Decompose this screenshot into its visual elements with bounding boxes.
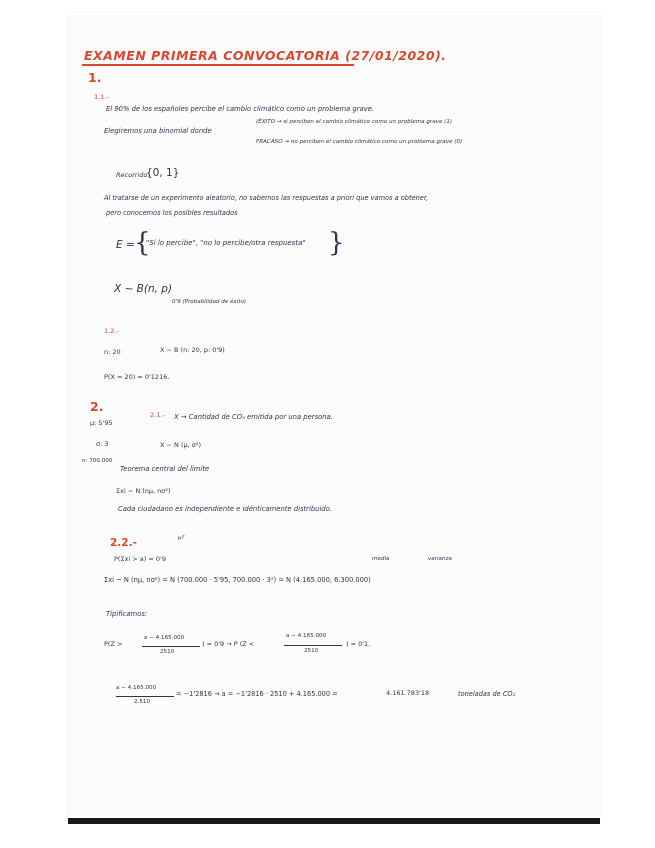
independence-statement: Cada ciudadano es independiente e idénticamente distribuido. (118, 505, 332, 513)
section-1-number: 1. (88, 70, 102, 85)
pz-left: P(Z > (104, 640, 123, 648)
scanner-edge (68, 818, 600, 824)
n-value: n: 700.000 (82, 458, 113, 464)
title-underline (82, 64, 354, 66)
pz-numerator: a − 4.165.000 (144, 635, 185, 641)
final-computation: = −1'2816 → a = −1'2816 · 2510 + 4.165.000 = (176, 690, 338, 698)
binomial-params: X ~ B (n: 20, p: 0'9) (160, 346, 225, 354)
text-line: Elegiremos una binomial donde (104, 127, 212, 135)
probability-equation: P(Σxi > a) = 0'9 (114, 555, 166, 563)
text-line: Al tratarse de un experimento aleatorio, no sabemos las respuestas a priori que vamos a obtener, (104, 194, 429, 202)
fraction-bar (116, 696, 174, 697)
fraction-bar (284, 645, 342, 646)
binomial-distribution: X ~ B(n, p) (114, 283, 173, 295)
subsection-2-2: 2.2.- (110, 537, 137, 549)
right-brace: } (328, 228, 345, 258)
text-line: pero conocemos los posibles resultados (106, 209, 238, 217)
sigma-value: σ: 3 (96, 440, 109, 448)
sum-distribution: Σxi ~ N (nμ, nσ²) (116, 487, 171, 495)
text-line: El 90% de los españoles percibe el cambio climático como un problema grave. (106, 105, 375, 113)
sample-space-label: E = (116, 239, 135, 251)
left-brace: { (134, 228, 151, 258)
media-label: media (372, 556, 390, 562)
n-value: n: 20 (104, 348, 121, 356)
mu-hint: μ? (178, 535, 185, 541)
probability-result: P(X = 20) = 0'1216. (104, 373, 170, 381)
tcl-label: Teorema central del límite (120, 465, 210, 473)
pz-denominator-2: 2510 (304, 648, 319, 654)
subsection-2-1: 2.1.- (150, 411, 165, 419)
pz-numerator-2: a − 4.165.000 (286, 633, 327, 639)
section-2-number: 2. (90, 399, 104, 414)
pz-denominator: 2510 (160, 649, 175, 655)
sample-space-value: "Sí lo percibe", "no lo percibe/otra respuesta" (146, 239, 306, 247)
probability-note: 0'9 (Probabilidad de éxito) (172, 299, 247, 305)
option-exito: (ÉXITO → sí perciben el cambio climático como un problema grave (1) (256, 119, 453, 125)
final-result: 4.161.783'18 (386, 689, 430, 697)
subsection-1-1: 1.1.- (94, 93, 109, 101)
mu-value: μ: 5'95 (90, 419, 113, 427)
normal-distribution: X ~ N (μ, σ²) (160, 441, 202, 449)
pz-middle: ) = 0'9 → P (Z < (202, 640, 255, 648)
variable-definition: X → Cantidad de CO₂ emitida por una persona. (174, 413, 333, 421)
recorrido-label: Recorrido: (116, 171, 150, 179)
recorrido-value: {0, 1} (146, 167, 180, 179)
tipificamos-label: Tipificamos: (106, 610, 148, 618)
final-unit: toneladas de CO₂ (458, 690, 516, 698)
varianza-label: varianza (428, 556, 452, 562)
final-numerator: a − 4.165.000 (116, 685, 157, 691)
final-denominator: 2.510 (134, 699, 151, 705)
exam-title: EXAMEN PRIMERA CONVOCATORIA (27/01/2020). (84, 48, 447, 63)
subsection-1-2: 1.2.- (104, 327, 119, 335)
pz-end: ) = 0'1. (346, 640, 371, 648)
option-fracaso: FRACASO → no perciben el cambio climático como un problema grave (0) (256, 139, 463, 145)
fraction-bar (142, 646, 200, 647)
sum-full-distribution: Σxi ~ N (nμ, nσ²) = N (700.000 · 5'95, 700.000 · 3²) = N (4.165.000, 6.300.000) (104, 576, 371, 584)
